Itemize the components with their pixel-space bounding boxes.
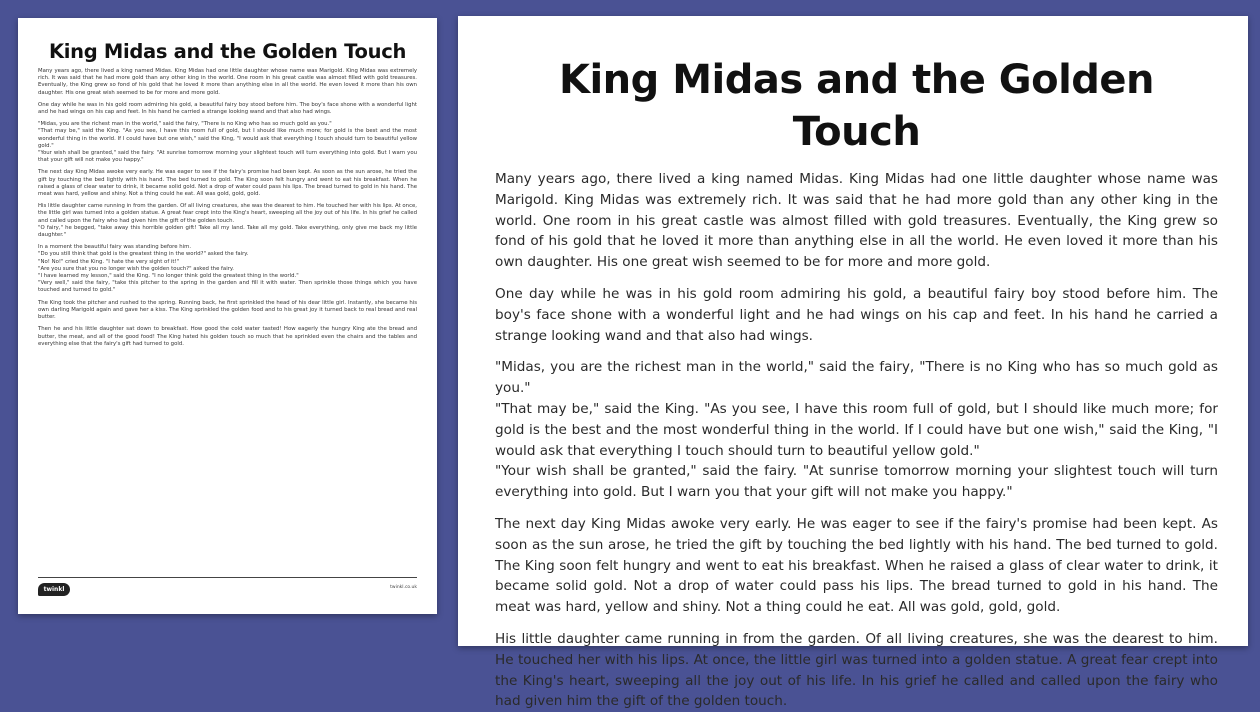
thumbnail-paragraph: "Very well," said the fairy, "take this pitcher to the spring in the garden and fill it with water. Then sprinkle those things which you have touched and turned to gold." <box>38 280 417 294</box>
thumbnail-paragraph: "Do you still think that gold is the greatest thing in the world?" asked the fairy. <box>38 251 249 258</box>
thumbnail-paragraph: "That may be," said the King. "As you see, I have this room full of gold, but I should like much more; for gold is the best and the most wonderful thing in the world. If I could have but one wish," said the King, "I would ask that everything I touch should turn to beautiful yellow gold." <box>38 128 417 149</box>
thumbnail-paragraph: "O fairy," he begged, "take away this horrible golden gift! Take all my land. Take all my gold. Take everything, only give me back my little daughter." <box>38 224 417 239</box>
thumbnail-paragraph: His little daughter came running in from the garden. Of all living creatures, she was the dearest to him. He touched her with his lips. At once, the little girl was turned into a golden statue. A great fear crept into the King's heart, sweeping all the joy out of his life. In his grief he called and called upon the fairy who had given him the gift of the golden touch. <box>38 203 417 224</box>
story-paragraph: Many years ago, there lived a king named Midas. King Midas had one little daughter whose name was Marigold. King Midas was extremely rich. It was said that he had more gold than any other king in the world. One room in his great castle was almost filled with gold treasures. Eventually, the King grew so fond of his gold that he loved it more than anything else in all the world. He even loved it more than his own daughter. His one great wish seemed to be for more and more gold. <box>495 171 1218 271</box>
story-paragraph: One day while he was in his gold room admiring his gold, a beautiful fairy boy stood before him. The boy's face shone with a wonderful light and he had wings on his cap and feet. In his hand he carried a strange looking wand and that also had wings. <box>495 285 1218 344</box>
thumbnail-paragraph: "Your wish shall be granted," said the fairy. "At sunrise tomorrow morning your slightest touch will turn everything into gold. But I warn you that your gift will not make you happy." <box>38 150 417 164</box>
story-paragraph: "Your wish shall be granted," said the fairy. "At sunrise tomorrow morning your slightest touch will turn everything into gold. But I warn you that your gift will not make you happy." <box>495 463 1218 501</box>
thumbnail-footer <box>38 577 417 598</box>
thumbnail-paragraph: The next day King Midas awoke very early. He was eager to see if the fairy's promise had been kept. As soon as the sun arose, he tried the gift by touching the bed lightly with his hand. The bed turned to gold. The King soon felt hungry and went to eat his breakfast. When he raised a glass of clear water to drink, it became solid gold. Not a drop of water could pass his lips. The bread turned to gold in his hand. The meat was hard, yellow and shiny. Not a thing could he eat. All was gold, gold, gold. <box>38 169 417 198</box>
story-paragraph: His little daughter came running in from the garden. Of all living creatures, she was the dearest to him. He touched her with his lips. At once, the little girl was turned into a golden statue. A great fear crept into the King's heart, sweeping all the joy out of his life. In his grief he called and called upon the fairy who had given him the gift of the golden touch. <box>495 630 1218 710</box>
footer-site: twinkl.co.uk <box>390 585 417 590</box>
twinkl-logo: twinkl <box>38 583 70 596</box>
thumbnail-paragraph: In a moment the beautiful fairy was standing before him. <box>38 244 192 251</box>
thumbnail-paragraph: The King took the pitcher and rushed to the spring. Running back, he first sprinkled the head of his dear little girl. Instantly, she became his own darling Marigold again and gave her a kiss. The King sprinkled the golden food and to his great joy it turned back to real bread and real butter. <box>38 299 417 321</box>
thumbnail-paragraph: "I have learned my lesson," said the King. "I no longer think gold the greatest thing in the world." <box>38 273 299 280</box>
thumbnail-paragraph: "Midas, you are the richest man in the world," said the fairy, "There is no King who has so much gold as you." <box>38 121 332 128</box>
worksheet-zoomed <box>458 16 1248 710</box>
thumbnail-title: King Midas and the Golden Touch <box>48 40 407 63</box>
thumbnail-paragraph: Then he and his little daughter sat down to breakfast. How good the cold water tasted! How eagerly the hungry King ate the bread and butter, the meat, and all of the good food! The King hated his golden touch so much that he sprinkled even the chairs and the tables and everything else that the fairy's gift had turned to gold. <box>38 326 417 347</box>
thumbnail-paragraph: "No! No!" cried the King. "I hate the very sight of it!" <box>38 258 180 265</box>
story-paragraph: The next day King Midas awoke very early. He was eager to see if the fairy's promise had been kept. As soon as the sun arose, he tried the gift by touching the bed lightly with his hand. The bed turned to gold. The King soon felt hungry and went to eat his breakfast. When he raised a glass of clear water to drink, it became solid gold. Not a drop of water could pass his lips. The bread turned to gold in his hand. The meat was hard, yellow and shiny. Not a thing could he eat. All was gold, gold, gold. <box>495 515 1218 616</box>
thumbnail-paragraph: One day while he was in his gold room admiring his gold, a beautiful fairy boy stood before him. The boy's face shone with a wonderful light and he had wings on his cap and feet. In his hand he carried a strange looking wand and that also had wings. <box>38 101 417 116</box>
page-title: King Midas and the Golden Touch <box>558 57 1155 155</box>
thumbnail-paragraph: Many years ago, there lived a king named Midas. King Midas had one little daughter whose name was Marigold. King Midas was extremely rich. It was said that he had more gold than any other king in the world. One room in his great castle was almost filled with gold treasures. Eventually, the King grew so fond of his gold that he loved it more than anything else in all the world. He even loved it more than his own daughter. His one great wish seemed to be for more and more gold. <box>38 68 417 96</box>
thumbnail-paragraph: "Are you sure that you no longer wish the golden touch?" asked the fairy. <box>38 265 234 272</box>
story-paragraph: "That may be," said the King. "As you see, I have this room full of gold, but I should like much more; for gold is the best and the most wonderful thing in the world. If I could have but one wish," said the King, "I would ask that everything I touch should turn to beautiful yellow gold." <box>495 400 1218 459</box>
story-paragraph: "Midas, you are the richest man in the world," said the fairy, "There is no King who has so much gold as you." <box>495 359 1218 397</box>
worksheet-thumbnail <box>18 18 437 614</box>
